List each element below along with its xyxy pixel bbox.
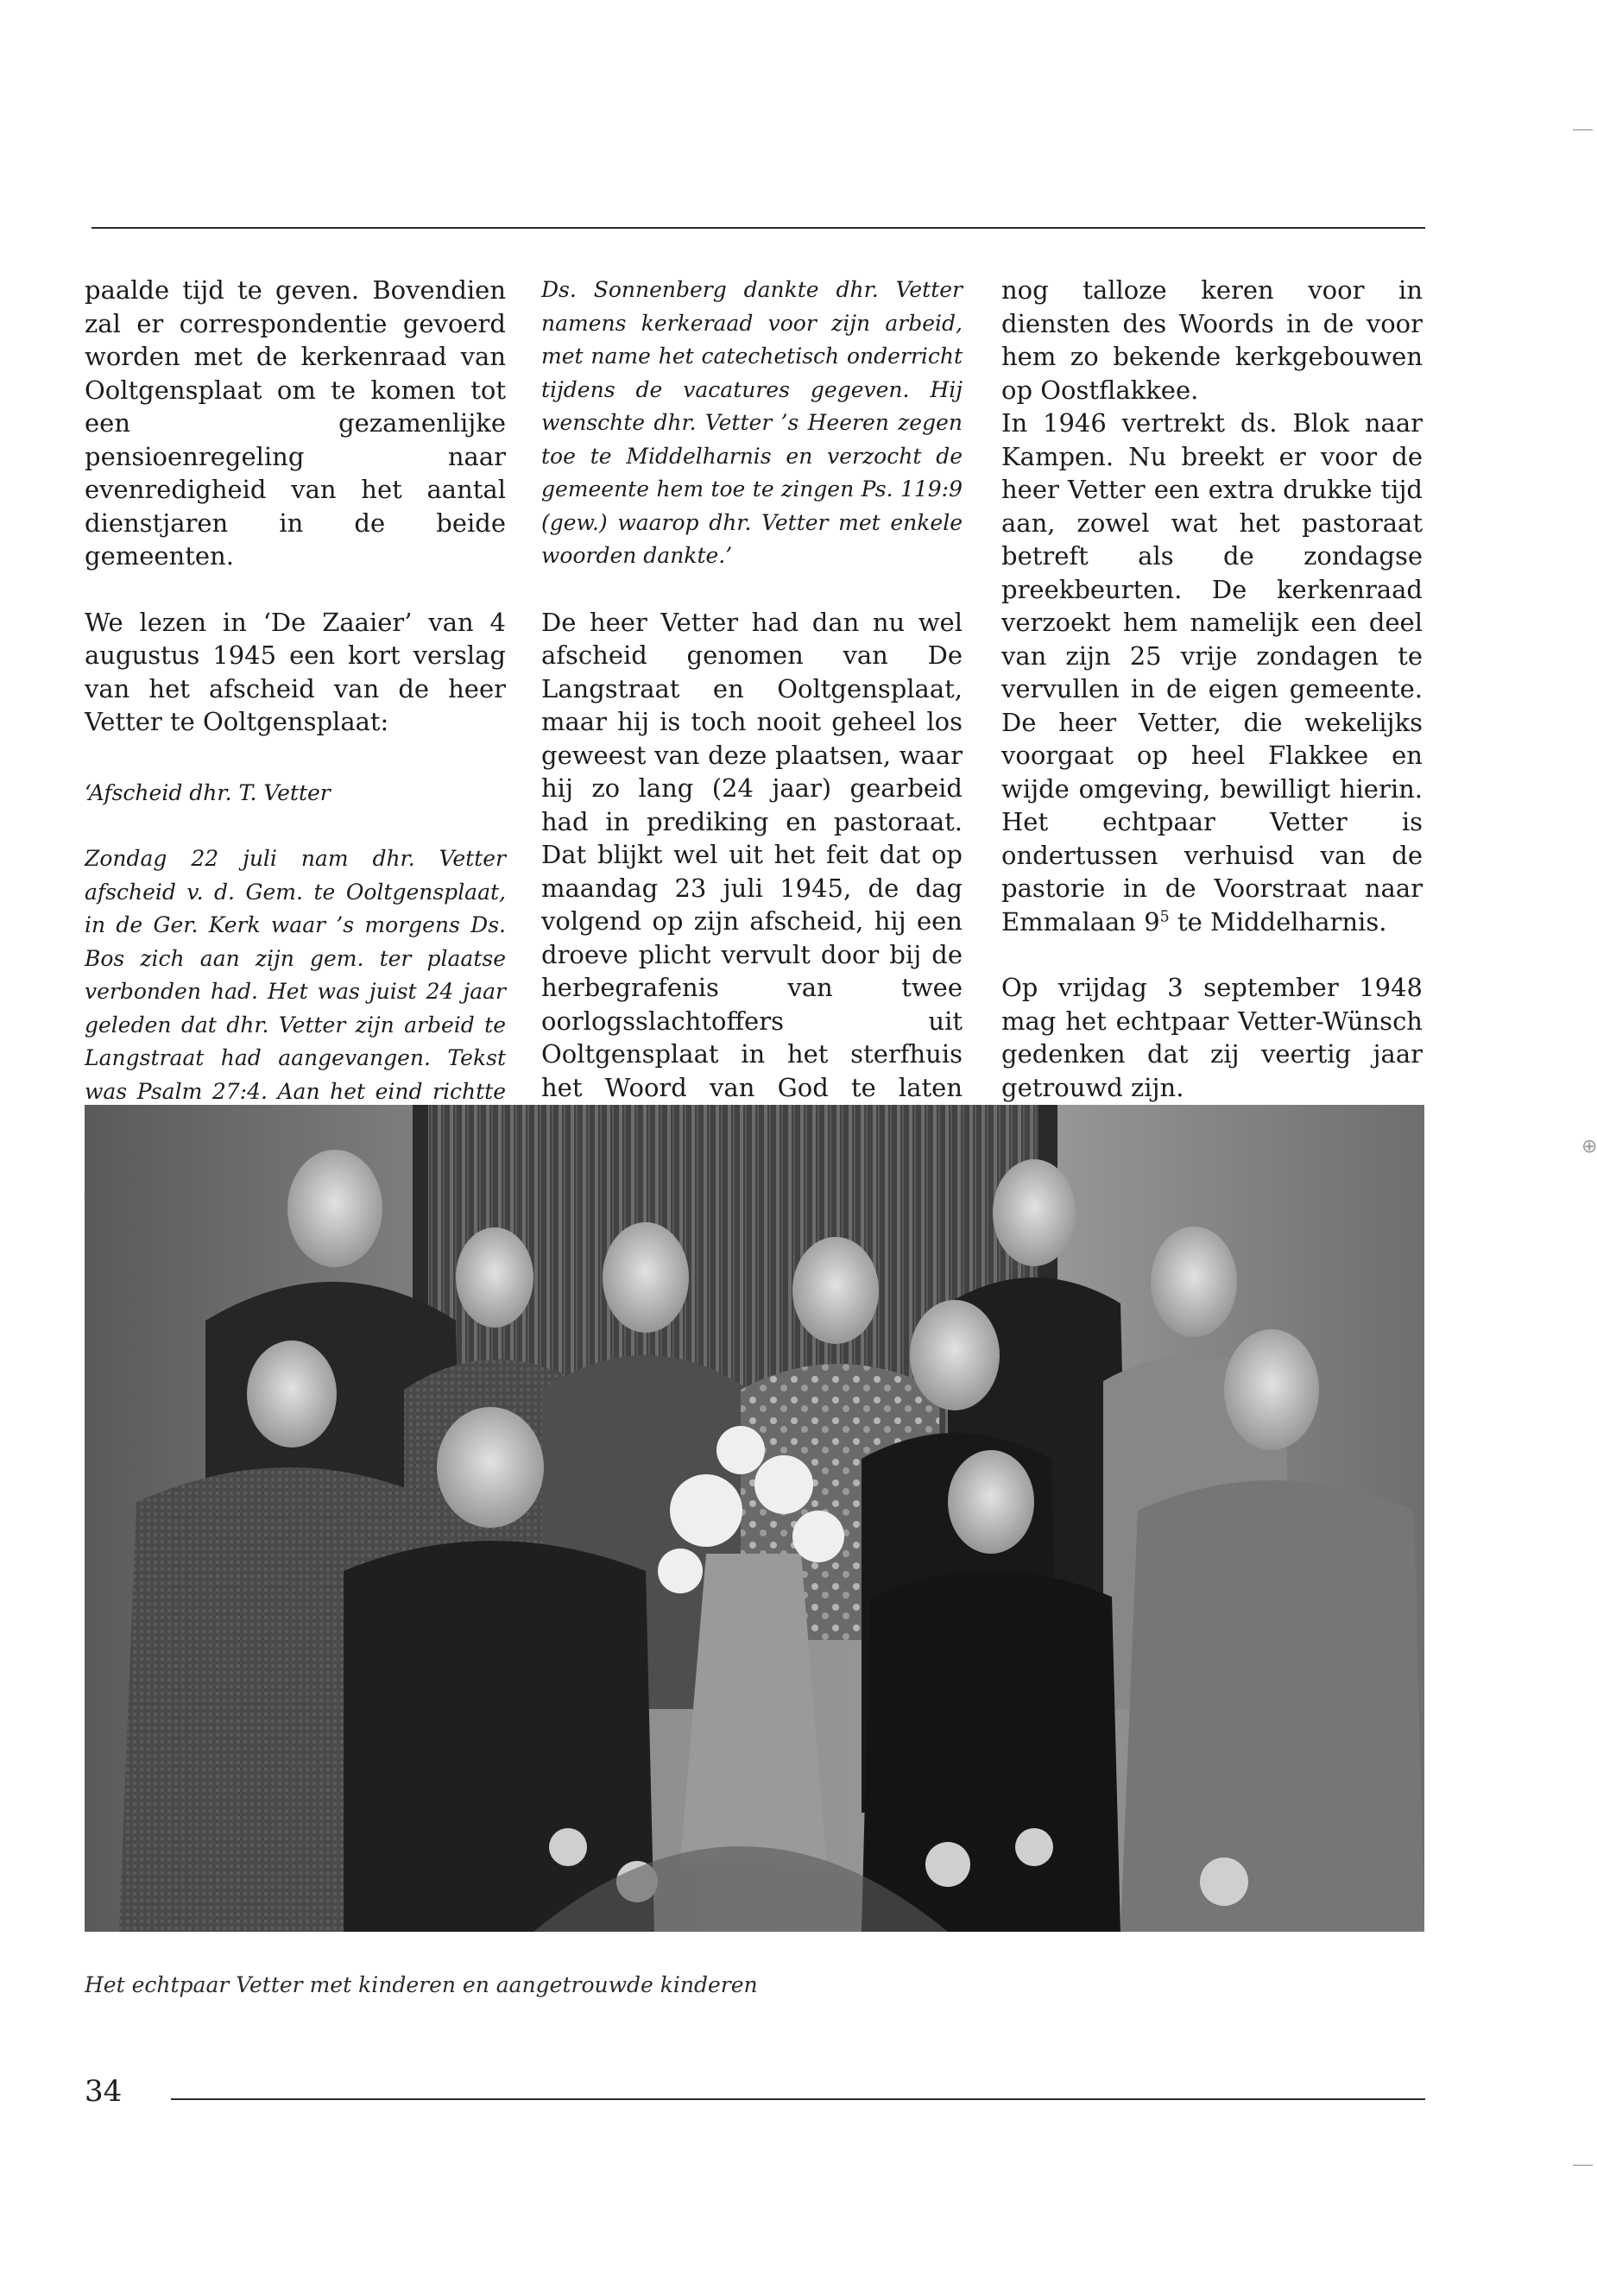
quote-body: Zondag 22 juli nam dhr. Vetter afscheid v. d. Gem. te Ooltgensplaat, in de Ger. Kerk waar ’s morgens Ds. Bos zich aan zijn gem. ter plaatse verbonden had. Het was juist 24 jaar geleden dat dhr. Vetter zijn arbeid te Langstraat had aangevangen. Tekst was Psalm 27:4. Aan het eind richtte xyxy=(85,846,506,1104)
column-middle xyxy=(541,274,963,1138)
crop-mark-bottom xyxy=(1573,2165,1593,2166)
paragraph: paalde tijd te geven. Bovendien zal er correspondentie gevoerd worden met de kerkenraad van Ooltgensplaat om te komen tot een gezamenlijke pensioenregeling naar evenredigheid van het aantal dienstjaren in de beide gemeenten. xyxy=(85,275,506,571)
paragraph-text: In 1946 vertrekt ds. Blok naar Kampen. Nu breekt er voor de heer Vetter een extra drukke tijd aan, zowel wat het pastoraat betreft als de zondagse preekbeurten. De kerkenraad verzoekt hem namelijk een deel van zijn 25 vrije zondagen te vervullen in de eigen gemeente. De heer Vetter, die wekelijks voorgaat op heel Flakkee en wijde omgeving, bewilligt hierin. Het echtpaar Vetter is ondertussen verhuisd van de pastorie in de Voorstraat naar Emmalaan 9 xyxy=(1001,408,1423,937)
registration-mark: ⊕ xyxy=(1581,1136,1597,1157)
quote-continued xyxy=(541,274,963,573)
crop-mark-top xyxy=(1573,129,1593,130)
footer-rule xyxy=(171,2098,1425,2100)
paragraph xyxy=(1001,407,1423,938)
page-number: 34 xyxy=(85,2074,123,2109)
quote-title: ‘Afscheid dhr. T. Vetter xyxy=(85,779,331,805)
paragraph: Op vrijdag 3 september 1948 mag het echtpaar Vetter-Wünsch gedenken dat zij veertig jaar getrouwd zijn. xyxy=(1001,973,1423,1102)
header-rule xyxy=(92,227,1425,229)
paragraph: We lezen in ‘De Zaaier’ van 4 augustus 1945 een kort verslag van het afscheid van de heer Vetter te Ooltgensplaat: xyxy=(85,607,506,736)
column-right xyxy=(1001,274,1423,1104)
photo-illustration xyxy=(85,1105,1424,1932)
paragraph: nog talloze keren voor in diensten des Woords in de voor hem zo bekende kerkgebouwen op Oostflakkee. xyxy=(1001,275,1423,405)
paragraph-tail: te Middelharnis. xyxy=(1169,906,1387,937)
address-superscript: 5 xyxy=(1159,907,1170,925)
column-left xyxy=(85,274,506,1208)
family-photo xyxy=(85,1105,1424,1932)
photo-caption: Het echtpaar Vetter met kinderen en aangetrouwde kinderen xyxy=(85,1972,758,1997)
paragraph xyxy=(541,606,963,1138)
paragraph-text: De heer Vetter had dan nu wel afscheid genomen van De Langstraat en Ooltgensplaat, maar hij is toch nooit geheel los geweest van deze plaatsen, waar hij zo lang (24 jaar) gearbeid had in prediking en pastoraat. Dat blijkt wel uit het feit dat op maandag 23 juli 1945, de dag volgend op zijn afscheid, hij een droeve plicht vervult door bij de herbegrafenis van twee oorlogsslachtoffers uit Ooltgensplaat in het sterfhuis het Woord van God te laten xyxy=(541,607,963,1102)
quote-body-continued: Ds. Sonnenberg dankte dhr. Vetter namens kerkeraad voor zijn arbeid, met name het catechetisch onderricht tijdens de vacatures gegeven. Hij wenschte dhr. Vetter ’s Heeren zegen toe te Middelharnis en verzocht de gemeente hem toe te zingen Ps. 119:9 (gew.) waarop dhr. Vetter met enkele woorden dankte.’ xyxy=(541,277,963,568)
